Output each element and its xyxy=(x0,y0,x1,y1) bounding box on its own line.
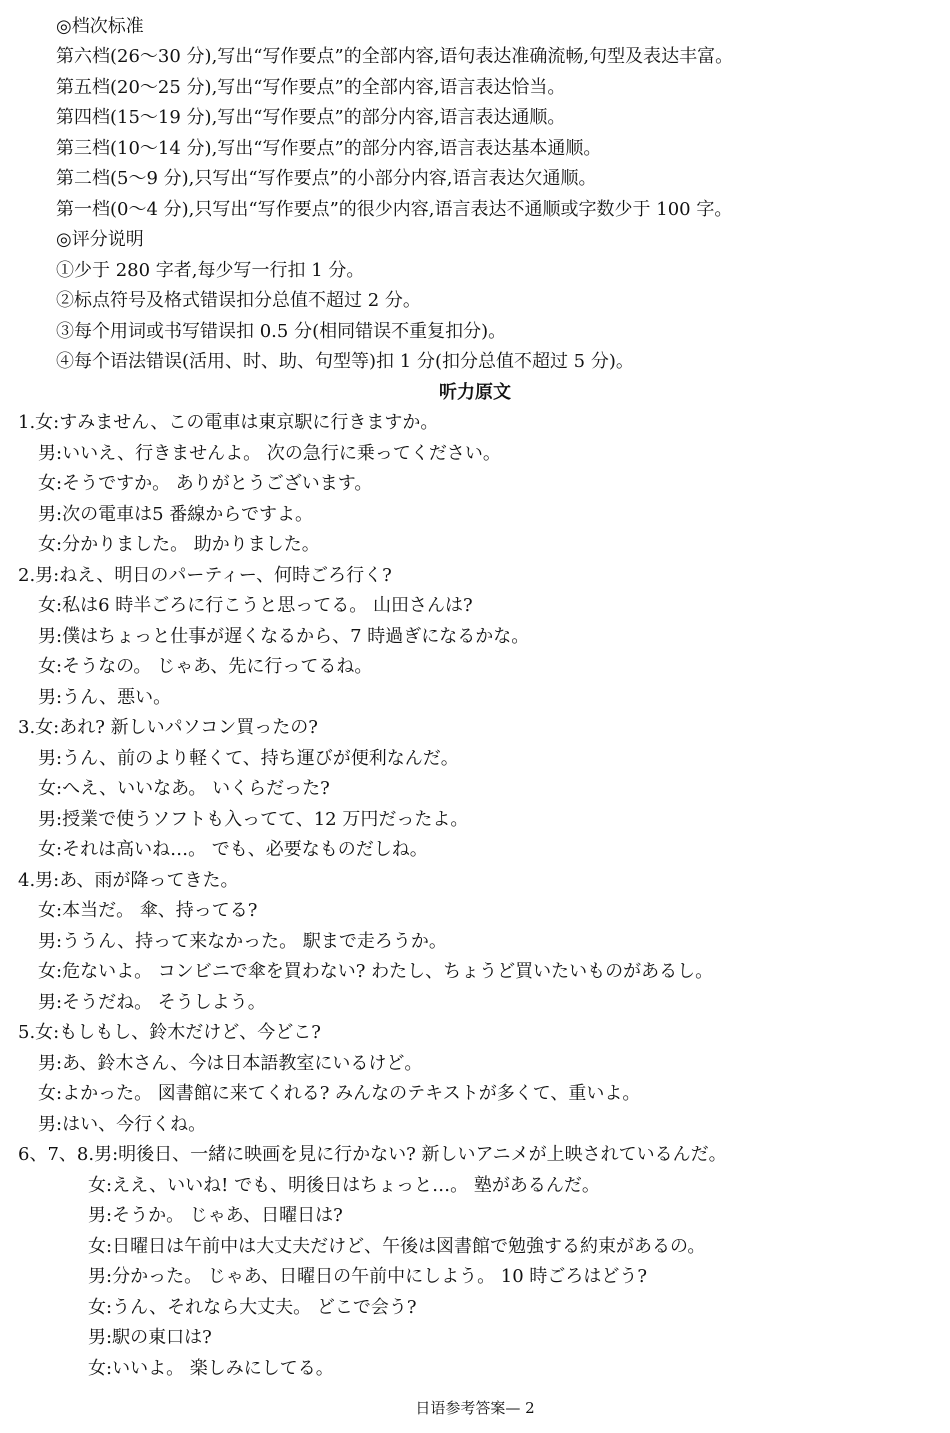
transcript-line: 女:よかった。 図書館に来てくれる? みんなのテキストが多くて、重いよ。 xyxy=(38,1083,641,1104)
grading-notes-heading: ◎评分说明 xyxy=(56,229,144,250)
grading-level: 第五档(20～25 分),写出“写作要点”的全部内容,语言表达恰当。 xyxy=(56,77,566,98)
transcript-line: 女:ええ、いいね! でも、明後日はちょっと…。 塾があるんだ。 xyxy=(88,1175,600,1196)
transcript-line: 女:日曜日は午前中は大丈夫だけど、午後は図書館で勉強する約束があるの。 xyxy=(88,1236,706,1257)
grading-note: ③每个用词或书写错误扣 0.5 分(相同错误不重复扣分)。 xyxy=(56,321,507,342)
transcript-line: 女:本当だ。 傘、持ってる? xyxy=(38,900,258,921)
transcript-line: 女:分かりました。 助かりました。 xyxy=(38,534,320,555)
transcript-line: 女:うん、それなら大丈夫。 どこで会う? xyxy=(88,1297,417,1318)
transcript-line: 男:そうか。 じゃあ、日曜日は? xyxy=(88,1205,343,1226)
transcript-line: 男:次の電車は5 番線からですよ。 xyxy=(38,504,314,525)
transcript-line: 女:そうですか。 ありがとうございます。 xyxy=(38,473,373,494)
transcript-line: 男:ううん、持って来なかった。 駅まで走ろうか。 xyxy=(38,931,447,952)
transcript-line: 男:あ、鈴木さん、今は日本語教室にいるけど。 xyxy=(38,1053,423,1074)
grading-level: 第二档(5～9 分),只写出“写作要点”的小部分内容,语言表达欠通顺。 xyxy=(56,168,597,189)
transcript-line: 4.男:あ、雨が降ってきた。 xyxy=(18,870,239,891)
transcript-line: 男:うん、悪い。 xyxy=(38,687,172,708)
grading-heading: ◎档次标准 xyxy=(56,16,144,37)
transcript-line: 男:分かった。 じゃあ、日曜日の午前中にしよう。 10 時ごろはどう? xyxy=(88,1266,648,1287)
transcript-line: 女:危ないよ。 コンビニで傘を買わない? わたし、ちょうど買いたいものがあるし。 xyxy=(38,961,714,982)
transcript-line: 女:いいよ。 楽しみにしてる。 xyxy=(88,1358,334,1379)
transcript-line: 男:いいえ、行きませんよ。 次の急行に乗ってください。 xyxy=(38,443,501,464)
transcript-line: 5.女:もしもし、鈴木だけど、今どこ? xyxy=(18,1022,321,1043)
transcript-line: 女:そうなの。 じゃあ、先に行ってるね。 xyxy=(38,656,373,677)
grading-level: 第六档(26～30 分),写出“写作要点”的全部内容,语句表达准确流畅,句型及表达丰富。 xyxy=(56,46,734,67)
transcript-line: 男:うん、前のより軽くて、持ち運びが便利なんだ。 xyxy=(38,748,459,769)
grading-note: ①少于 280 字者,每少写一行扣 1 分。 xyxy=(56,260,365,281)
transcript-line: 男:はい、今行くね。 xyxy=(38,1114,207,1135)
grading-level: 第一档(0～4 分),只写出“写作要点”的很少内容,语言表达不通顺或字数少于 100 字。 xyxy=(56,199,733,220)
section-title: 听力原文 xyxy=(439,382,511,403)
transcript-line: 男:駅の東口は? xyxy=(88,1327,212,1348)
transcript-line: 男:僕はちょっと仕事が遅くなるから、7 時過ぎになるかな。 xyxy=(38,626,530,647)
grading-note: ②标点符号及格式错误扣分总值不超过 2 分。 xyxy=(56,290,421,311)
transcript-line: 6、7、8.男:明後日、一緒に映画を見に行かない? 新しいアニメが上映されているんだ。 xyxy=(18,1144,727,1165)
transcript-line: 1.女:すみません、この電車は東京駅に行きますか。 xyxy=(18,412,439,433)
transcript-line: 女:へえ、いいなあ。 いくらだった? xyxy=(38,778,330,799)
transcript-line: 男:そうだね。 そうしよう。 xyxy=(38,992,266,1013)
transcript-line: 男:授業で使うソフトも入ってて、12 万円だったよ。 xyxy=(38,809,469,830)
grading-note: ④每个语法错误(活用、时、助、句型等)扣 1 分(扣分总值不超过 5 分)。 xyxy=(56,351,634,372)
page-footer: 日语参考答案— 2 xyxy=(415,1399,535,1417)
transcript-line: 2.男:ねえ、明日のパーティー、何時ごろ行く? xyxy=(18,565,392,586)
transcript-line: 女:それは高いね…。 でも、必要なものだしね。 xyxy=(38,839,428,860)
grading-level: 第四档(15～19 分),写出“写作要点”的部分内容,语言表达通顺。 xyxy=(56,107,566,128)
transcript-line: 女:私は6 時半ごろに行こうと思ってる。 山田さんは? xyxy=(38,595,473,616)
transcript-line: 3.女:あれ? 新しいパソコン買ったの? xyxy=(18,717,318,738)
grading-level: 第三档(10～14 分),写出“写作要点”的部分内容,语言表达基本通顺。 xyxy=(56,138,602,159)
